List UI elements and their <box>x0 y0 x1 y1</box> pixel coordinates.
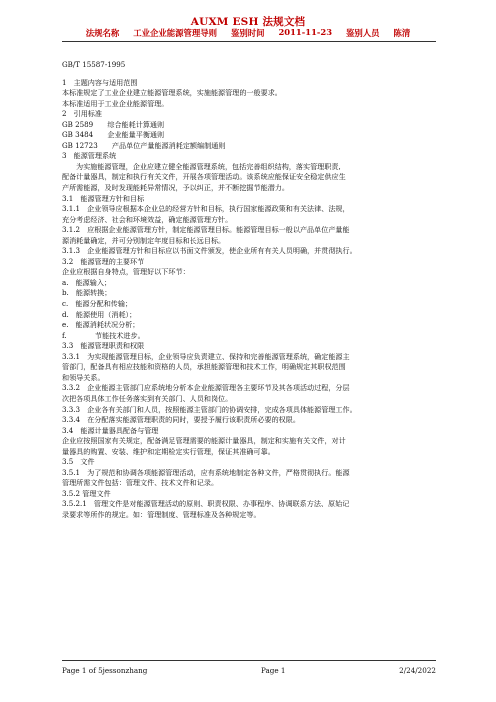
text-line: c. 能源分配和传输； <box>62 299 133 309</box>
text-line: 3.5 文件 <box>62 457 95 467</box>
text-line: d. 能源使用（消耗）； <box>62 309 137 319</box>
meta-value-date: 2011-11-23 <box>278 27 333 37</box>
text-line: 量器具的购置、安装、维护和定期检定实行管理，保证其准确可靠。 <box>62 446 275 456</box>
text-line: 本标准规定了工业企业建立能源管理系统，实施能源管理的一般要求。 <box>62 88 282 98</box>
document-footer <box>62 666 436 675</box>
text-line: 次把各项具体工作任务落实到有关部门、人员和岗位。 <box>62 393 233 403</box>
header-divider <box>62 41 436 42</box>
text-line: 3 能源管理系统 <box>62 151 117 161</box>
document-body <box>62 60 436 521</box>
text-line: b. 能源转换； <box>62 288 112 298</box>
text-line: 3.3.2 企业能源主管部门应系统地分析本企业能源管理各主要环节及其各项活动过程，分层 <box>62 383 350 393</box>
text-line: GB 3484 企业能量平衡通则 <box>62 130 165 140</box>
text-line: GB/T 15587-1995 <box>62 60 126 69</box>
document-header-title: AUXM ESH 法规文档 <box>190 16 306 28</box>
footer-divider <box>62 660 436 661</box>
text-line: 产所需能源，及时发现能耗异常情况，予以纠正，并不断挖掘节能潜力。 <box>62 183 289 193</box>
text-line: 1 主题内容与适用范围 <box>62 77 138 87</box>
text-line: 和领导关系。 <box>62 372 105 382</box>
text-line: e. 能源消耗状况分析； <box>62 320 140 330</box>
footer-date: 2/24/2022 <box>399 666 436 675</box>
meta-value-name: 工业企业能源管理导则 <box>133 28 217 38</box>
text-line: 3.3.1 为实现能源管理目标，企业领导应负责建立、保持和完善能源管理系统，确定能源主 <box>62 351 350 361</box>
text-line: f. 节能技术进步。 <box>62 330 145 340</box>
text-line: 管理所需文件包括：管理文件、技术文件和记录。 <box>62 478 219 488</box>
text-line: 管部门，配备具有相应技能和资格的人员，承担能源管理和技术工作，明确规定其职权范围 <box>62 362 346 372</box>
text-line: 3.4 能源计量器具配备与管理 <box>62 425 159 435</box>
text-line: GB 2589 综合能耗计算通则 <box>62 119 165 129</box>
text-line: 企业应根据自身特点，管理好以下环节： <box>62 267 190 277</box>
text-line: 3.5.1 为了规范和协调各项能源管理活动，应有系统地制定各种文件，严格贯彻执行。能源 <box>62 467 350 477</box>
meta-label-person: 鉴别人员 <box>346 28 380 38</box>
text-line: 充分考虑经济、社会和环境效益，确定能源管理方针。 <box>62 214 233 224</box>
text-line: 3.1.1 企业领导应根据本企业总的经营方针和目标，执行国家能源政策和有关法律、法规， <box>62 204 350 214</box>
text-line: 录要求等所作的规定。如：管理制度、管理标准及各种规定等。 <box>62 509 261 519</box>
text-line: 3.1 能源管理方针和目标 <box>62 193 145 203</box>
text-line: 3.3 能源管理职责和权限 <box>62 341 145 351</box>
text-line: 本标准适用于工业企业能源管理。 <box>62 98 169 108</box>
text-line: 源消耗量确定，并可分别制定年度目标和长远目标。 <box>62 235 226 245</box>
footer-page: Page 1 <box>261 666 286 675</box>
text-line: 企业应按照国家有关规定，配备满足管理需要的能源计量器具，制定和实施有关文件，对计 <box>62 436 346 446</box>
text-line <box>62 71 436 78</box>
meta-label-date: 鉴别时间 <box>230 28 265 38</box>
text-line: 3.3.4 在分配落实能源管理职责的同时，要授予履行该职责所必要的权限。 <box>62 415 300 425</box>
text-line: 3.5.2 管理文件 <box>62 488 111 498</box>
document-meta-line <box>0 27 496 39</box>
footer-left: Page 1 of 5jessonzhang <box>62 666 148 675</box>
text-line: 3.5.2.1 管理文件是对能源管理活动的原则、职责权限、办事程序、协调联系方法、原始记 <box>62 499 350 509</box>
text-line: 配备计量器具，制定和执行有关文件，开展各项管理活动。该系统应能保证安全稳定供应生 <box>62 172 346 182</box>
meta-label-name: 法规名称 <box>85 28 120 38</box>
text-line: GB 12723 产品单位产量能源消耗定额编制通则 <box>62 140 226 150</box>
text-line: 2 引用标准 <box>62 109 102 119</box>
text-line: a. 能源输入； <box>62 277 112 287</box>
text-line: 3.1.3 企业能源管理方针和目标应以书面文件颁发，使企业所有有关人员明确，并贯彻执行。 <box>62 246 357 256</box>
text-line: 3.2 能源管理的主要环节 <box>62 256 145 266</box>
text-line: 3.1.2 应根据企业能源管理方针，制定能源管理目标。能源管理目标一般以产品单位产量能 <box>62 225 350 235</box>
meta-value-person: 陈清 <box>393 28 411 38</box>
text-line: 3.3.3 企业各有关部门和人员，按照能源主管部门的协调安排，完成各项具体能源管理工作。 <box>62 404 357 414</box>
text-line: 为实施能源管理，企业应建立健全能源管理系统，包括完善组织结构，落实管理职责, <box>76 161 341 171</box>
